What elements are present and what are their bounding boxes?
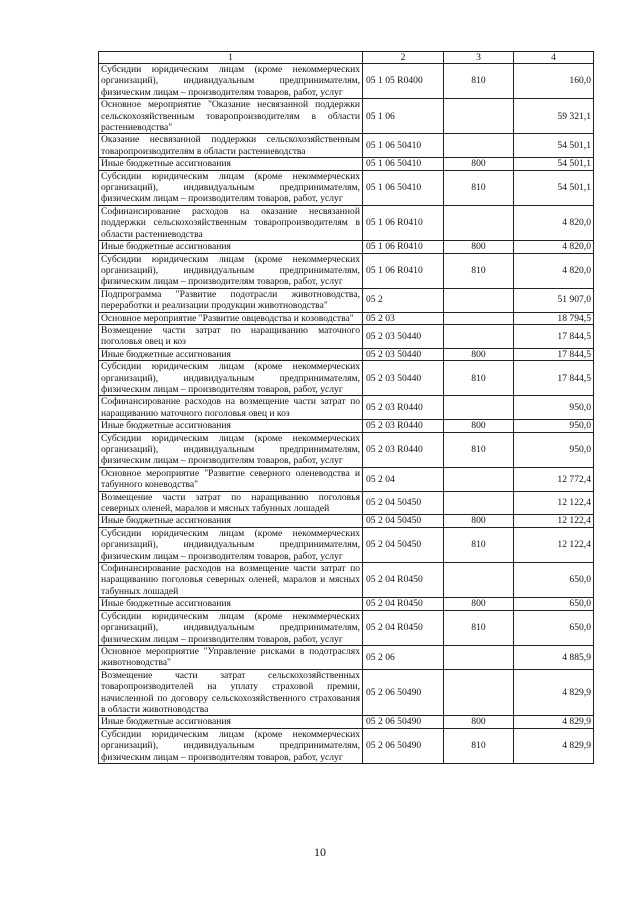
row-name-cell: Оказание несвязанной поддержки сельскохозяйственным товаропроизводителям в области растениеводства (99, 134, 363, 158)
table-row (99, 312, 594, 324)
table-row (99, 396, 594, 420)
row-expense-type-cell (444, 288, 514, 312)
row-code-cell: 05 1 06 R0410 (363, 205, 444, 240)
row-name-cell: Субсидии юридическим лицам (кроме некоммерческих организаций), индивидуальным предпринимателям, физическим лицам – производителям товаров, работ, услуг (99, 170, 363, 205)
row-code-cell: 05 2 04 R0450 (363, 563, 444, 598)
table-row (99, 563, 594, 598)
row-amount-cell: 54 501,1 (514, 134, 594, 158)
row-code-cell: 05 1 06 50410 (363, 170, 444, 205)
table-row (99, 158, 594, 170)
row-expense-type-cell (444, 645, 514, 669)
row-amount-cell: 12 122,4 (514, 491, 594, 515)
row-expense-type-cell (444, 491, 514, 515)
row-expense-type-cell (444, 467, 514, 491)
row-amount-cell: 650,0 (514, 610, 594, 645)
row-expense-type-cell (444, 563, 514, 598)
row-name-cell: Иные бюджетные ассигнования (99, 158, 363, 170)
row-name-cell: Субсидии юридическим лицам (кроме некоммерческих организаций), индивидуальным предпринимателям, физическим лицам – производителям товаров, работ, услуг (99, 64, 363, 99)
row-amount-cell: 650,0 (514, 598, 594, 610)
header-row (99, 52, 594, 64)
row-amount-cell: 4 829,9 (514, 669, 594, 716)
row-amount-cell: 650,0 (514, 563, 594, 598)
row-amount-cell: 950,0 (514, 432, 594, 467)
row-name-cell: Субсидии юридическим лицам (кроме некоммерческих организаций), индивидуальным предпринимателям, физическим лицам – производителям товаров, работ, услуг (99, 527, 363, 562)
table-row (99, 170, 594, 205)
row-code-cell: 05 2 06 (363, 645, 444, 669)
table-body (99, 64, 594, 764)
row-expense-type-cell: 810 (444, 64, 514, 99)
table-row (99, 420, 594, 432)
table-row (99, 515, 594, 527)
row-code-cell: 05 1 06 R0410 (363, 241, 444, 253)
row-expense-type-cell: 810 (444, 253, 514, 288)
header-col-3: 3 (444, 52, 514, 64)
table-row (99, 491, 594, 515)
row-name-cell: Основное мероприятие "Оказание несвязанной поддержки сельскохозяйственным товаропроизводителям в области растениеводства" (99, 99, 363, 134)
table-header (99, 52, 594, 64)
row-amount-cell: 54 501,1 (514, 170, 594, 205)
row-name-cell: Иные бюджетные ассигнования (99, 420, 363, 432)
row-expense-type-cell (444, 205, 514, 240)
row-expense-type-cell: 800 (444, 348, 514, 360)
table-row (99, 598, 594, 610)
row-code-cell: 05 2 (363, 288, 444, 312)
row-expense-type-cell (444, 312, 514, 324)
row-expense-type-cell: 800 (444, 241, 514, 253)
row-code-cell: 05 2 04 50450 (363, 491, 444, 515)
table-row (99, 432, 594, 467)
row-expense-type-cell (444, 99, 514, 134)
header-col-2: 2 (363, 52, 444, 64)
table-row (99, 728, 594, 763)
row-expense-type-cell (444, 324, 514, 348)
row-name-cell: Основное мероприятие "Развитие северного оленеводства и табунного коневодства" (99, 467, 363, 491)
table-row (99, 467, 594, 491)
row-name-cell: Возмещение части затрат сельскохозяйственных товаропроизводителей на уплату страховой премии, начисленной по договору сельскохозяйственного страхования в области животноводства (99, 669, 363, 716)
row-code-cell: 05 2 03 50440 (363, 348, 444, 360)
row-name-cell: Иные бюджетные ассигнования (99, 716, 363, 728)
row-name-cell: Субсидии юридическим лицам (кроме некоммерческих организаций), индивидуальным предпринимателям, физическим лицам – производителям товаров, работ, услуг (99, 253, 363, 288)
row-code-cell: 05 2 06 50490 (363, 716, 444, 728)
row-amount-cell: 51 907,0 (514, 288, 594, 312)
row-code-cell: 05 2 04 50450 (363, 515, 444, 527)
table-row (99, 716, 594, 728)
row-code-cell: 05 2 06 50490 (363, 728, 444, 763)
row-amount-cell: 17 844,5 (514, 361, 594, 396)
row-expense-type-cell: 800 (444, 598, 514, 610)
row-name-cell: Основное мероприятие "Управление рисками в подотраслях животноводства" (99, 645, 363, 669)
row-expense-type-cell: 810 (444, 610, 514, 645)
row-code-cell: 05 2 03 50440 (363, 324, 444, 348)
row-expense-type-cell: 800 (444, 158, 514, 170)
row-expense-type-cell: 810 (444, 170, 514, 205)
row-expense-type-cell (444, 669, 514, 716)
row-expense-type-cell: 800 (444, 515, 514, 527)
row-name-cell: Иные бюджетные ассигнования (99, 348, 363, 360)
row-code-cell: 05 2 03 R0440 (363, 420, 444, 432)
row-expense-type-cell: 810 (444, 432, 514, 467)
row-amount-cell: 59 321,1 (514, 99, 594, 134)
row-name-cell: Иные бюджетные ассигнования (99, 241, 363, 253)
row-amount-cell: 4 820,0 (514, 205, 594, 240)
row-name-cell: Субсидии юридическим лицам (кроме некоммерческих организаций), индивидуальным предпринимателям, физическим лицам – производителям товаров, работ, услуг (99, 361, 363, 396)
row-code-cell: 05 1 06 50410 (363, 158, 444, 170)
row-amount-cell: 4 885,9 (514, 645, 594, 669)
row-amount-cell: 4 829,9 (514, 716, 594, 728)
row-expense-type-cell (444, 396, 514, 420)
table-row (99, 134, 594, 158)
row-code-cell: 05 2 03 R0440 (363, 396, 444, 420)
row-name-cell: Софинансирование расходов на возмещение части затрат по наращиванию маточного поголовья овец и коз (99, 396, 363, 420)
row-code-cell: 05 2 06 50490 (363, 669, 444, 716)
row-amount-cell: 12 122,4 (514, 527, 594, 562)
row-amount-cell: 4 820,0 (514, 253, 594, 288)
row-amount-cell: 950,0 (514, 396, 594, 420)
row-name-cell: Субсидии юридическим лицам (кроме некоммерческих организаций), индивидуальным предпринимателям, физическим лицам – производителям товаров, работ, услуг (99, 728, 363, 763)
row-code-cell: 05 2 04 50450 (363, 527, 444, 562)
header-col-1: 1 (99, 52, 363, 64)
row-expense-type-cell: 810 (444, 728, 514, 763)
table-row (99, 99, 594, 134)
table-row (99, 324, 594, 348)
row-name-cell: Иные бюджетные ассигнования (99, 598, 363, 610)
table-row (99, 610, 594, 645)
table-row (99, 361, 594, 396)
row-expense-type-cell: 800 (444, 716, 514, 728)
table-row (99, 669, 594, 716)
row-code-cell: 05 1 06 R0410 (363, 253, 444, 288)
table-row (99, 348, 594, 360)
table-row (99, 241, 594, 253)
row-amount-cell: 4 829,9 (514, 728, 594, 763)
row-expense-type-cell (444, 134, 514, 158)
row-code-cell: 05 1 06 50410 (363, 134, 444, 158)
row-expense-type-cell: 800 (444, 420, 514, 432)
row-amount-cell: 4 820,0 (514, 241, 594, 253)
row-name-cell: Софинансирование расходов на возмещение части затрат по наращиванию поголовья северных оленей, маралов и мясных табунных лошадей (99, 563, 363, 598)
row-amount-cell: 12 772,4 (514, 467, 594, 491)
row-amount-cell: 17 844,5 (514, 324, 594, 348)
table-row (99, 64, 594, 99)
table-row (99, 527, 594, 562)
row-expense-type-cell: 810 (444, 527, 514, 562)
row-name-cell: Софинансирование расходов на оказание несвязанной поддержки сельскохозяйственным товаропроизводителям в области растениеводства (99, 205, 363, 240)
row-code-cell: 05 2 04 R0450 (363, 598, 444, 610)
row-amount-cell: 18 794,5 (514, 312, 594, 324)
row-code-cell: 05 2 03 R0440 (363, 432, 444, 467)
row-name-cell: Основное мероприятие "Развитие овцеводства и козоводства" (99, 312, 363, 324)
row-code-cell: 05 2 03 50440 (363, 361, 444, 396)
header-col-4: 4 (514, 52, 594, 64)
row-amount-cell: 54 501,1 (514, 158, 594, 170)
table-row (99, 205, 594, 240)
row-amount-cell: 160,0 (514, 64, 594, 99)
row-name-cell: Возмещение части затрат по наращиванию поголовья северных оленей, маралов и мясных табунных лошадей (99, 491, 363, 515)
row-code-cell: 05 1 05 R0400 (363, 64, 444, 99)
row-amount-cell: 17 844,5 (514, 348, 594, 360)
table-row (99, 253, 594, 288)
row-code-cell: 05 2 04 R0450 (363, 610, 444, 645)
row-code-cell: 05 2 04 (363, 467, 444, 491)
table-row (99, 288, 594, 312)
page-number: 10 (314, 845, 326, 859)
row-code-cell: 05 2 03 (363, 312, 444, 324)
row-name-cell: Подпрограмма "Развитие подотрасли животноводства, переработки и реализации продукции животноводства" (99, 288, 363, 312)
row-amount-cell: 950,0 (514, 420, 594, 432)
table-row (99, 645, 594, 669)
row-name-cell: Возмещение части затрат по наращиванию маточного поголовья овец и коз (99, 324, 363, 348)
row-name-cell: Субсидии юридическим лицам (кроме некоммерческих организаций), индивидуальным предпринимателям, физическим лицам – производителям товаров, работ, услуг (99, 432, 363, 467)
row-name-cell: Иные бюджетные ассигнования (99, 515, 363, 527)
budget-table (98, 51, 594, 764)
row-name-cell: Субсидии юридическим лицам (кроме некоммерческих организаций), индивидуальным предпринимателям, физическим лицам – производителям товаров, работ, услуг (99, 610, 363, 645)
row-amount-cell: 12 122,4 (514, 515, 594, 527)
row-code-cell: 05 1 06 (363, 99, 444, 134)
row-expense-type-cell: 810 (444, 361, 514, 396)
